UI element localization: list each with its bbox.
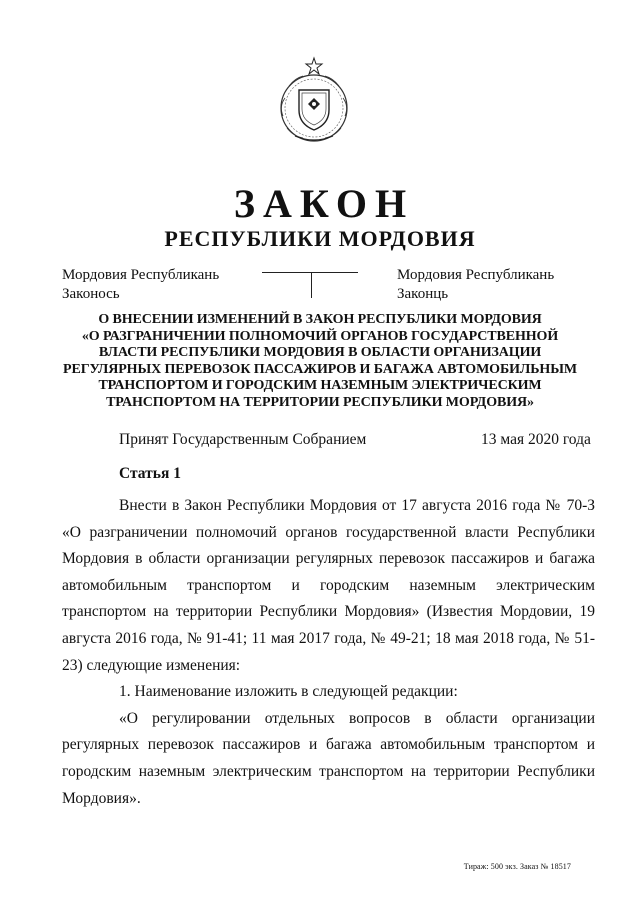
- law-title: [40, 312, 600, 411]
- erzya-label-right-line1: Мордовия Республикань: [397, 267, 555, 283]
- law-title-line: ВЛАСТИ РЕСПУБЛИКИ МОРДОВИЯ В ОБЛАСТИ ОРГАНИЗАЦИИ: [98, 345, 542, 360]
- law-type-title: ЗАКОН: [233, 181, 415, 226]
- law-title-line: ТРАНСПОРТОМ И ГОРОДСКИМ НАЗЕМНЫМ ЭЛЕКТРИЧЕСКИМ: [98, 378, 542, 393]
- moksha-label-left-line2: Законось: [62, 286, 120, 302]
- article-intro-paragraph: Внести в Закон Республики Мордовия от 17 августа 2016 года № 70-З «О разграничении полномочий органов государственной власти Республики Мордовия в области организации регулярных перевозок пассажиров и багажа автомобильным транспортом и городским наземным электрическим транспортом на территории Республики Мордовия» (Известия Мордовии, 19 августа 2016 года, № 91-41; 11 мая 2017 года, № 49-21; 18 мая 2018 года, № 51-23) следующие изменения:: [62, 497, 595, 674]
- erzya-label-right-line2: Законць: [397, 286, 449, 302]
- adopted-by: Принят Государственным Собранием: [119, 431, 367, 448]
- law-title-line: «О РАЗГРАНИЧЕНИИ ПОЛНОМОЧИЙ ОРГАНОВ ГОСУДАРСТВЕННОЙ: [81, 328, 559, 344]
- republic-subtitle: РЕСПУБЛИКИ МОРДОВИЯ: [164, 226, 476, 251]
- article-body: [62, 493, 595, 812]
- law-title-line: РЕГУЛЯРНЫХ ПЕРЕВОЗОК ПАССАЖИРОВ И БАГАЖА АВТОМОБИЛЬНЫМ: [63, 361, 577, 377]
- adopted-date: 13 мая 2020 года: [481, 431, 591, 448]
- law-title-line: ТРАНСПОРТОМ НА ТЕРРИТОРИИ РЕСПУБЛИКИ МОРДОВИЯ»: [106, 394, 534, 410]
- article-item-1: 1. Наименование изложить в следующей редакции:: [119, 683, 458, 701]
- center-divider-vertical: [311, 272, 312, 298]
- star-icon: [306, 58, 322, 74]
- moksha-label-left-line1: Мордовия Республикань: [62, 267, 220, 283]
- print-info: Тираж: 500 экз. Заказ № 18517: [463, 862, 571, 871]
- erzya-label-right: [397, 266, 554, 304]
- center-divider-horizontal: [262, 272, 358, 273]
- coat-of-arms-emblem: [269, 56, 359, 146]
- moksha-label-left: [62, 266, 219, 304]
- article-quote-paragraph: «О регулировании отдельных вопросов в области организации регулярных перевозок пассажиров и багажа автомобильным транспортом и городским наземным электрическим транспортом на территории Республики Мордовия».: [62, 709, 595, 807]
- article-heading: Статья 1: [119, 465, 181, 482]
- law-title-line: О ВНЕСЕНИИ ИЗМЕНЕНИЙ В ЗАКОН РЕСПУБЛИКИ МОРДОВИЯ: [98, 312, 542, 327]
